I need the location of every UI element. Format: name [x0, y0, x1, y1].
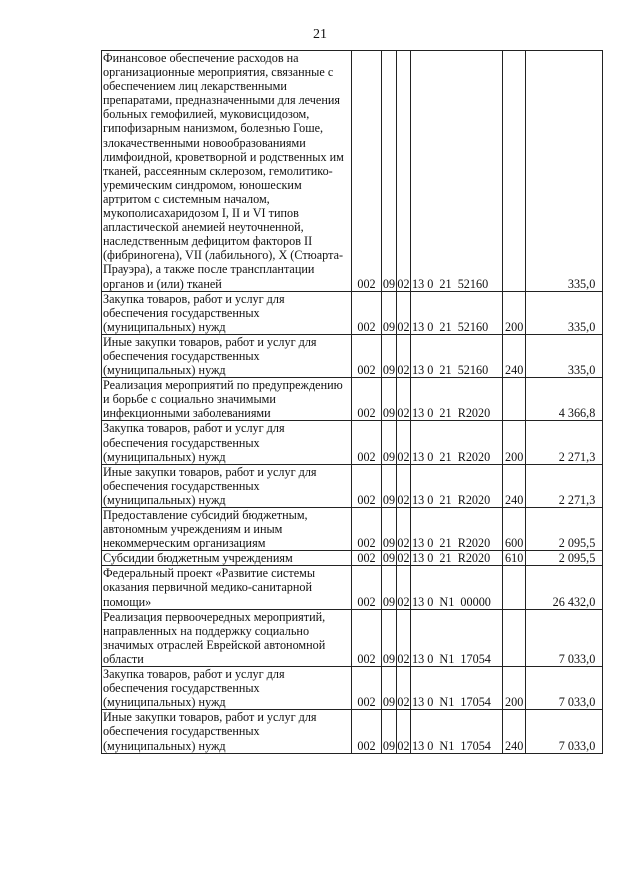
row-target-code: 13 0 21 R2020 [411, 421, 503, 464]
row-amount: 7 033,0 [526, 710, 603, 753]
row-subsection-code: 02 [397, 551, 410, 566]
table-row [102, 291, 603, 334]
row-amount: 7 033,0 [526, 609, 603, 666]
row-subsection-code: 02 [397, 464, 411, 507]
row-amount: 4 366,8 [526, 378, 603, 421]
row-ministry-code: 002 [352, 566, 382, 609]
row-ministry-code: 002 [352, 508, 382, 551]
row-expense-type-code [503, 566, 526, 609]
row-amount: 335,0 [526, 291, 603, 334]
row-section-code: 09 [382, 464, 397, 507]
row-subsection-code: 02 [397, 508, 411, 551]
row-expense-type-code: 240 [503, 464, 526, 507]
row-subsection-code: 02 [397, 421, 411, 464]
row-expense-type-code: 240 [503, 334, 526, 377]
row-section-code: 09 [382, 609, 397, 666]
row-expense-type-code [503, 378, 526, 421]
row-target-code: 13 0 N1 00000 [411, 566, 503, 609]
row-name: Иные закупки товаров, работ и услуг для обеспечения государственных (муниципальных) нужд [102, 710, 352, 753]
row-amount: 335,0 [526, 334, 603, 377]
row-expense-type-code: 200 [503, 291, 526, 334]
table-row [102, 421, 603, 464]
table-row [102, 334, 603, 377]
table-row [102, 508, 603, 551]
row-section-code: 09 [382, 551, 396, 566]
row-section-code: 09 [382, 334, 397, 377]
row-ministry-code: 002 [352, 667, 382, 710]
row-expense-type-code: 200 [503, 421, 526, 464]
row-section-code: 09 [382, 378, 397, 421]
row-expense-type-code [503, 609, 526, 666]
row-ministry-code: 002 [352, 421, 382, 464]
row-target-code: 13 0 21 52160 [411, 334, 503, 377]
row-target-code: 13 0 21 R2020 [411, 508, 503, 551]
row-name: Закупка товаров, работ и услуг для обеспечения государственных (муниципальных) нужд [102, 291, 352, 334]
row-expense-type-code: 600 [503, 508, 526, 551]
row-subsection-code: 02 [397, 291, 411, 334]
row-target-code: 13 0 21 R2020 [411, 551, 503, 566]
row-subsection-code: 02 [397, 51, 411, 292]
row-target-code: 13 0 N1 17054 [411, 609, 503, 666]
row-amount: 2 095,5 [526, 508, 603, 551]
row-ministry-code: 002 [352, 464, 382, 507]
row-name: Иные закупки товаров, работ и услуг для обеспечения государственных (муниципальных) нужд [102, 464, 352, 507]
row-target-code: 13 0 21 52160 [411, 291, 503, 334]
table-row [102, 710, 603, 753]
row-name: Реализация мероприятий по предупреждению и борьбе с социально значимыми инфекционными заболеваниями [102, 378, 352, 421]
row-name: Закупка товаров, работ и услуг для обеспечения государственных (муниципальных) нужд [102, 421, 352, 464]
row-expense-type-code [503, 51, 526, 292]
row-section-code: 09 [382, 421, 397, 464]
row-section-code: 09 [382, 51, 397, 292]
row-section-code: 09 [382, 508, 397, 551]
row-name: Предоставление субсидий бюджетным, автономным учреждениям и иным некоммерческим организациям [102, 508, 352, 551]
table-row [102, 667, 603, 710]
row-ministry-code: 002 [352, 551, 382, 566]
row-target-code: 13 0 21 R2020 [411, 378, 503, 421]
table-row [102, 551, 603, 566]
row-amount: 26 432,0 [526, 566, 603, 609]
row-name: Закупка товаров, работ и услуг для обеспечения государственных (муниципальных) нужд [102, 667, 352, 710]
row-ministry-code: 002 [352, 291, 382, 334]
row-target-code: 13 0 21 52160 [411, 51, 503, 292]
row-subsection-code: 02 [397, 667, 411, 710]
row-amount: 335,0 [526, 51, 603, 292]
row-expense-type-code: 240 [503, 710, 526, 753]
row-section-code: 09 [382, 566, 397, 609]
row-name: Иные закупки товаров, работ и услуг для обеспечения государственных (муниципальных) нужд [102, 334, 352, 377]
row-name: Субсидии бюджетным учреждениям [102, 551, 352, 566]
row-subsection-code: 02 [397, 334, 411, 377]
row-amount: 2 095,5 [526, 551, 603, 566]
row-target-code: 13 0 N1 17054 [411, 710, 503, 753]
row-name: Реализация первоочередных мероприятий, направленных на поддержку социально значимых отраслей Еврейской автономной области [102, 609, 352, 666]
row-amount: 7 033,0 [526, 667, 603, 710]
budget-table [101, 50, 603, 754]
row-amount: 2 271,3 [526, 464, 603, 507]
row-subsection-code: 02 [397, 378, 411, 421]
row-ministry-code: 002 [352, 710, 382, 753]
row-ministry-code: 002 [352, 334, 382, 377]
row-ministry-code: 002 [352, 609, 382, 666]
row-name: Финансовое обеспечение расходов на организационные мероприятия, связанные с обеспечением лиц лекарственными препаратами, предназначенными для лечения больных гемофилией, муковисцидозом, гипофизарным нанизмом, болезнью Гоше, злокачественными новообразованиями лимфоидной, кроветворной и родственных им тканей, рассеянным склерозом, гемолитико-уремическим синдромом, юношеским артритом с системным началом, мукополисахаридозом I, II и VI типов апластической анемией неуточненной, наследственным дефицитом факторов II (фибриногена), VII (лабильного), X (Стюарта-Прауэра), а также после трансплантации органов и (или) тканей [102, 51, 352, 292]
page-number: 21 [313, 27, 327, 42]
row-subsection-code: 02 [397, 710, 411, 753]
table-row [102, 464, 603, 507]
row-section-code: 09 [382, 667, 397, 710]
table-row [102, 609, 603, 666]
row-ministry-code: 002 [352, 378, 382, 421]
table-body [102, 51, 603, 754]
row-expense-type-code: 610 [503, 551, 526, 566]
row-section-code: 09 [382, 710, 397, 753]
table-row [102, 378, 603, 421]
row-name: Федеральный проект «Развитие системы оказания первичной медико-санитарной помощи» [102, 566, 352, 609]
row-subsection-code: 02 [397, 609, 411, 666]
row-target-code: 13 0 21 R2020 [411, 464, 503, 507]
row-ministry-code: 002 [352, 51, 382, 292]
row-amount: 2 271,3 [526, 421, 603, 464]
row-subsection-code: 02 [397, 566, 411, 609]
row-section-code: 09 [382, 291, 397, 334]
table-row [102, 566, 603, 609]
row-target-code: 13 0 N1 17054 [411, 667, 503, 710]
table-row [102, 51, 603, 292]
row-expense-type-code: 200 [503, 667, 526, 710]
